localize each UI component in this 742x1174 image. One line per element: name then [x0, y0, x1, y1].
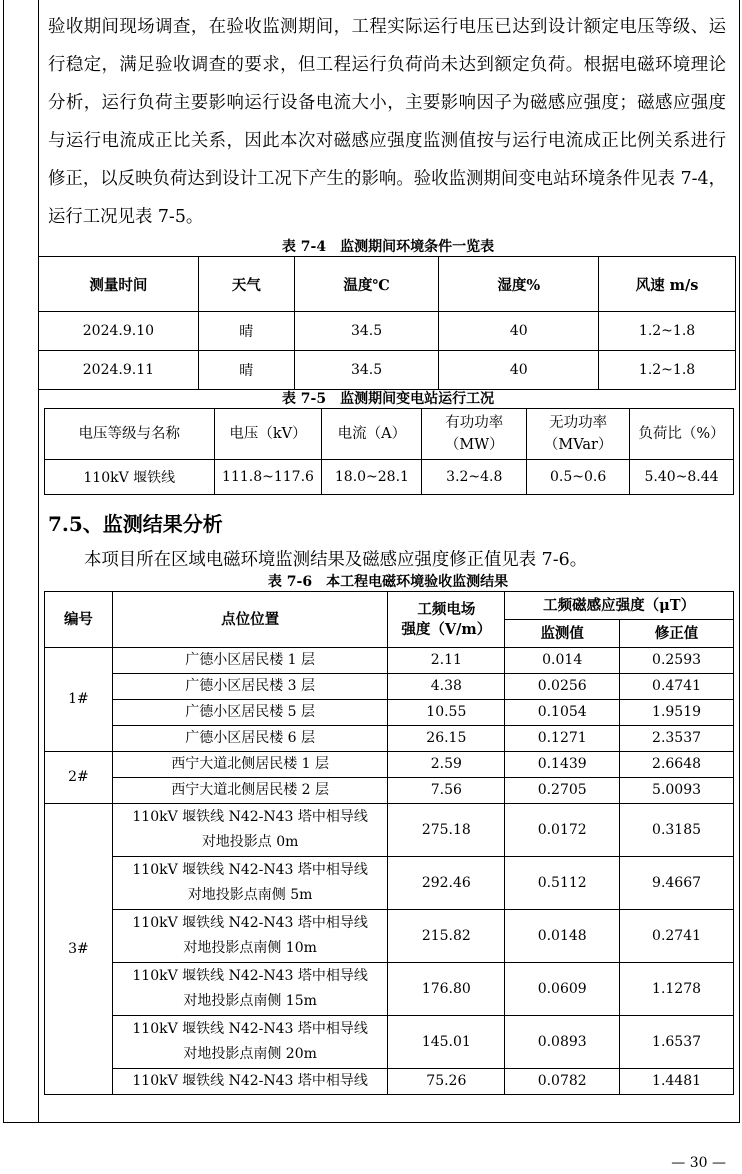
table-7-5	[44, 408, 734, 495]
header-cell: 测量时间	[39, 257, 199, 312]
table-cell: 1.1278	[620, 963, 734, 1016]
table-cell: 2#	[45, 752, 113, 804]
table-header-row	[45, 409, 734, 460]
header-line: 有功功率	[445, 415, 504, 431]
location-line: 西宁大道北侧居民楼 2 层	[171, 782, 330, 798]
table-cell: 晴	[198, 351, 294, 390]
header-cell	[388, 592, 505, 648]
table-cell: 晴	[198, 312, 294, 351]
header-cell: 修正值	[620, 620, 734, 648]
header-cell: 负荷比（%）	[630, 409, 734, 460]
table-cell: 0.014	[505, 648, 620, 674]
location-line: 110kV 堰铁线 N42-N43 塔中相导线	[132, 915, 368, 931]
header-cell: 电流（A）	[322, 409, 422, 460]
table-cell: 2024.9.10	[39, 312, 199, 351]
table-cell: 0.0256	[505, 674, 620, 700]
table-cell: 1.2~1.8	[599, 351, 736, 390]
table-cell: 10.55	[388, 700, 505, 726]
page-number: — 30 —	[671, 1155, 726, 1171]
table-cell: 275.18	[388, 804, 505, 857]
table-7-6	[44, 591, 734, 1095]
table-cell: 40	[439, 351, 599, 390]
location-line: 110kV 堰铁线 N42-N43 塔中相导线	[132, 968, 368, 984]
table-cell: 0.0609	[505, 963, 620, 1016]
table-cell	[112, 963, 388, 1016]
table-cell	[112, 648, 388, 674]
header-cell: 湿度%	[439, 257, 599, 312]
table-cell	[112, 1016, 388, 1069]
header-cell: 电压（kV）	[214, 409, 322, 460]
table-cell: 2.11	[388, 648, 505, 674]
location-line: 广德小区居民楼 3 层	[185, 678, 316, 694]
table-cell: 1.2~1.8	[599, 312, 736, 351]
location-line: 110kV 堰铁线 N42-N43 塔中相导线	[132, 809, 368, 825]
table-cell	[112, 910, 388, 963]
table-cell: 7.56	[388, 778, 505, 804]
section-paragraph: 本项目所在区域电磁环境监测结果及磁感应强度修正值见表 7-6。	[84, 550, 588, 570]
location-line: 对地投影点南侧 20m	[183, 1046, 317, 1062]
header-line: 强度（V/m）	[401, 620, 492, 638]
location-line: 对地投影点 0m	[201, 834, 299, 850]
table-row	[45, 804, 734, 857]
table-cell: 0.2705	[505, 778, 620, 804]
table-row	[45, 648, 734, 674]
table-cell: 0.0893	[505, 1016, 620, 1069]
table-cell: 4.38	[388, 674, 505, 700]
table-cell	[112, 1069, 388, 1095]
location-line: 110kV 堰铁线 N42-N43 塔中相导线	[132, 1021, 368, 1037]
table-row	[45, 778, 734, 804]
table-cell: 111.8~117.6	[214, 460, 322, 495]
table-header-row	[45, 592, 734, 620]
table-cell: 0.2593	[620, 648, 734, 674]
table-cell: 1.6537	[620, 1016, 734, 1069]
header-cell	[527, 409, 630, 460]
location-line: 对地投影点南侧 10m	[183, 940, 317, 956]
location-line: 广德小区居民楼 1 层	[185, 652, 316, 668]
intro-paragraph: 验收期间现场调查，在验收监测期间，工程实际运行电压已达到设计额定电压等级、运行稳定，满足验收调查的要求，但工程运行负荷尚未达到额定负荷。根据电磁环境理论分析，运行负荷主要影响运行设备电流大小，主要影响因子为磁感应强度；磁感应强度与运行电流成正比关系，因此本次对磁感应强度监测值按与运行电流成正比例关系进行修正，以反映负荷达到设计工况下产生的影响。验收监测期间变电站环境条件见表 7-4，运行工况见表 7-5。	[48, 17, 726, 227]
table-row	[45, 1069, 734, 1095]
table-cell: 0.0172	[505, 804, 620, 857]
location-line: 对地投影点南侧 5m	[187, 887, 313, 903]
table-row	[45, 910, 734, 963]
table-cell: 110kV 堰铁线	[45, 460, 215, 495]
table-cell: 26.15	[388, 726, 505, 752]
header-cell: 点位位置	[112, 592, 388, 648]
table-row	[45, 857, 734, 910]
table-cell: 2.59	[388, 752, 505, 778]
table-cell	[112, 857, 388, 910]
table-row	[45, 460, 734, 495]
table-row	[45, 752, 734, 778]
table-cell: 0.4741	[620, 674, 734, 700]
table-row	[45, 963, 734, 1016]
table-cell: 0.5112	[505, 857, 620, 910]
table-cell: 1.9519	[620, 700, 734, 726]
table-7-4-caption: 表 7-4 监测期间环境条件一览表	[281, 239, 495, 255]
table-cell	[112, 726, 388, 752]
header-cell: 监测值	[505, 620, 620, 648]
table-cell: 0.3185	[620, 804, 734, 857]
header-cell: 工频磁感应强度（μT）	[505, 592, 734, 620]
table-cell: 34.5	[294, 351, 439, 390]
table-cell: 0.1439	[505, 752, 620, 778]
header-cell: 编号	[45, 592, 113, 648]
header-line: （MW）	[444, 437, 504, 453]
header-line: （MVar）	[543, 437, 613, 453]
table-cell: 0.5~0.6	[527, 460, 630, 495]
table-cell: 0.1054	[505, 700, 620, 726]
table-7-6-caption: 表 7-6 本工程电磁环境验收监测结果	[267, 574, 509, 590]
table-cell	[112, 778, 388, 804]
table-cell: 2.6648	[620, 752, 734, 778]
table-row	[45, 1016, 734, 1069]
table-cell: 5.40~8.44	[630, 460, 734, 495]
table-cell	[112, 804, 388, 857]
table-cell: 9.4667	[620, 857, 734, 910]
table-cell	[112, 752, 388, 778]
table-row	[45, 674, 734, 700]
table-row	[39, 312, 736, 351]
location-line: 广德小区居民楼 5 层	[185, 704, 316, 720]
table-cell: 145.01	[388, 1016, 505, 1069]
location-line: 对地投影点南侧 15m	[183, 993, 317, 1009]
table-cell	[112, 700, 388, 726]
header-cell	[422, 409, 527, 460]
table-cell: 215.82	[388, 910, 505, 963]
table-header-row	[39, 257, 736, 312]
document-content	[40, 0, 736, 1095]
table-cell: 0.0782	[505, 1069, 620, 1095]
table-cell: 2024.9.11	[39, 351, 199, 390]
table-cell: 18.0~28.1	[322, 460, 422, 495]
location-line: 110kV 堰铁线 N42-N43 塔中相导线	[132, 1073, 368, 1089]
section-title: 7.5、监测结果分析	[48, 512, 223, 536]
table-cell: 0.0148	[505, 910, 620, 963]
table-cell	[112, 674, 388, 700]
table-cell: 1#	[45, 648, 113, 752]
table-cell: 40	[439, 312, 599, 351]
header-line: 无功功率	[549, 415, 608, 431]
location-line: 广德小区居民楼 6 层	[185, 730, 316, 746]
table-cell: 2.3537	[620, 726, 734, 752]
table-row	[45, 726, 734, 752]
table-cell: 75.26	[388, 1069, 505, 1095]
header-line: 工频电场	[417, 600, 476, 618]
table-7-4	[38, 256, 736, 390]
table-row	[45, 700, 734, 726]
table-cell: 176.80	[388, 963, 505, 1016]
table-cell: 292.46	[388, 857, 505, 910]
header-cell: 风速 m/s	[599, 257, 736, 312]
table-cell: 5.0093	[620, 778, 734, 804]
table-7-5-caption: 表 7-5 监测期间变电站运行工况	[281, 391, 495, 407]
table-cell: 34.5	[294, 312, 439, 351]
header-cell: 电压等级与名称	[45, 409, 215, 460]
table-cell: 0.2741	[620, 910, 734, 963]
table-cell: 3.2~4.8	[422, 460, 527, 495]
table-cell: 3#	[45, 804, 113, 1095]
location-line: 110kV 堰铁线 N42-N43 塔中相导线	[132, 862, 368, 878]
header-cell: 天气	[198, 257, 294, 312]
margin-column-line	[38, 0, 39, 1122]
table-row	[39, 351, 736, 390]
table-7-6-body	[45, 648, 734, 1095]
table-cell: 0.1271	[505, 726, 620, 752]
location-line: 西宁大道北侧居民楼 1 层	[171, 756, 330, 772]
header-cell: 温度℃	[294, 257, 439, 312]
table-cell: 1.4481	[620, 1069, 734, 1095]
